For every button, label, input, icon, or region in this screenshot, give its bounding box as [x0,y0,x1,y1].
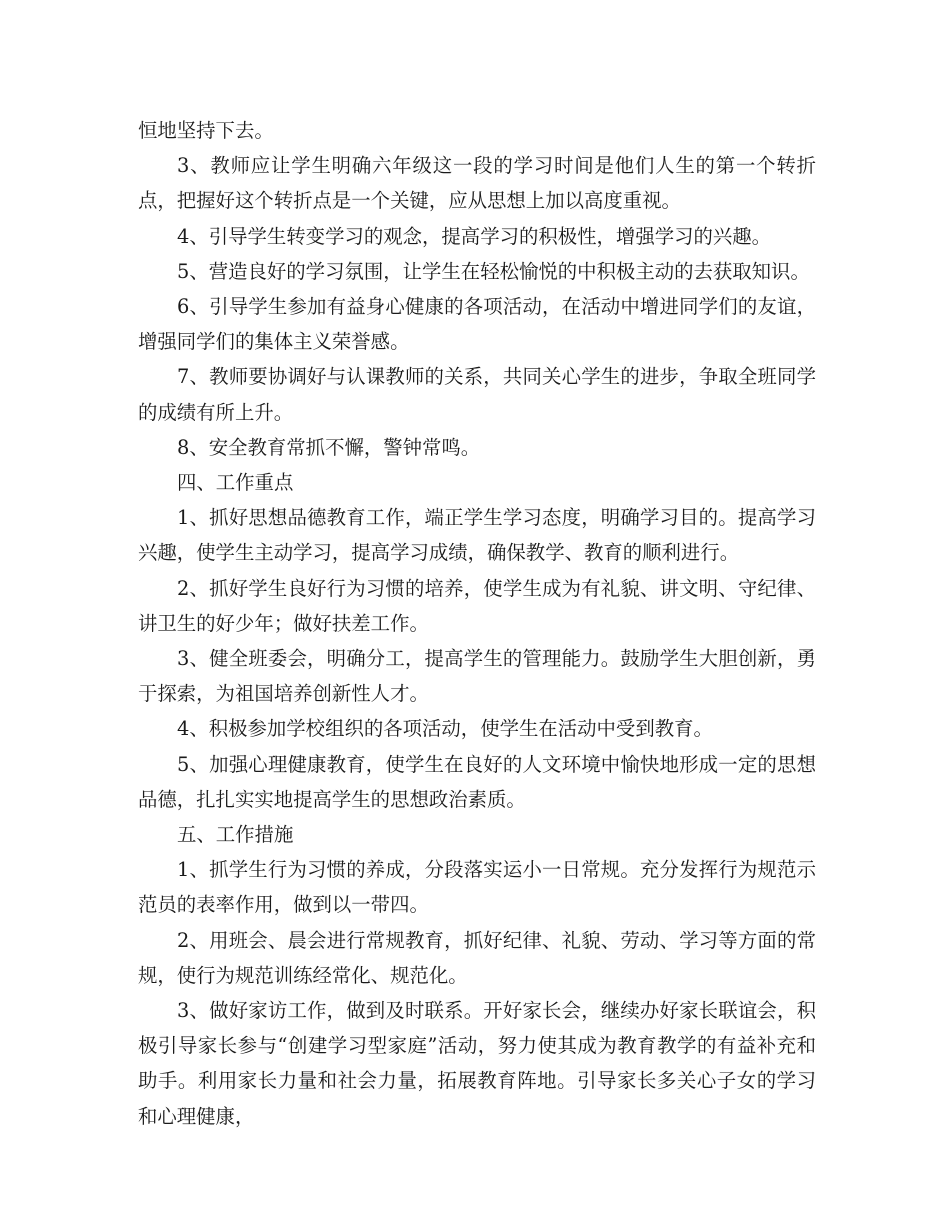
paragraph-item-7-teacher-coordination: 7、教师要协调好与认课教师的关系，共同关心学生的进步，争取全班同学的成绩有所上升。 [138,365,816,424]
section-heading-work-focus: 四、工作重点 [177,471,294,495]
paragraph-focus-2-habits: 2、抓好学生良好行为习惯的培养，使学生成为有礼貌、讲文明、守纪律、讲卫生的好少年；做好扶差工作。 [138,576,816,635]
paragraph-measure-2-class-meetings: 2、用班会、晨会进行常规教育，抓好纪律、礼貌、劳动、学习等方面的常规，使行为规范训练经常化、规范化。 [138,928,816,987]
paragraph-focus-3-class-committee: 3、健全班委会，明确分工，提高学生的管理能力。鼓励学生大胆创新，勇于探索，为祖国培养创新性人才。 [138,647,816,706]
paragraph-focus-5-mental-health: 5、加强心理健康教育，使学生在良好的人文环境中愉快地形成一定的思想品德，扎扎实实地提高学生的思想政治素质。 [138,752,816,811]
paragraph-item-6-activities: 6、引导学生参加有益身心健康的各项活动，在活动中增进同学们的友谊，增强同学们的集体主义荣誉感。 [138,295,816,354]
paragraph-item-5-atmosphere: 5、营造良好的学习氛围，让学生在轻松愉悦的中积极主动的去获取知识。 [177,259,810,283]
paragraph-item-3-turning-point: 3、教师应让学生明确六年级这一段的学习时间是他们人生的第一个转折点，把握好这个转折点是一个关键，应从思想上加以高度重视。 [138,154,816,213]
paragraph-focus-4-school-activities: 4、积极参加学校组织的各项活动，使学生在活动中受到教育。 [177,717,713,741]
paragraph-measure-3-home-visits: 3、做好家访工作，做到及时联系。开好家长会，继续办好家长联谊会，积极引导家长参与“创建学习型家庭”活动，努力使其成为教育教学的有益补充和助手。利用家长力量和社会力量，拓展教育阵地。引导家长多关心子女的学习和心理健康， [138,999,816,1128]
paragraph-continuation: 恒地坚持下去。 [138,119,274,142]
paragraph-focus-1-moral-education: 1、抓好思想品德教育工作，端正学生学习态度，明确学习目的。提高学习兴趣，使学生主动学习，提高学习成绩，确保教学、教育的顺利进行。 [138,506,816,565]
paragraph-item-4-learning-attitude: 4、引导学生转变学习的观念，提高学习的积极性，增强学习的兴趣。 [177,224,772,248]
section-heading-work-measures: 五、工作措施 [177,823,294,847]
paragraph-measure-1-behavior: 1、抓学生行为习惯的养成，分段落实运小一日常规。充分发挥行为规范示范员的表率作用，做到以一带四。 [138,858,816,917]
document-body [138,113,816,1134]
paragraph-item-8-safety: 8、安全教育常抓不懈，警钟常鸣。 [177,435,481,459]
